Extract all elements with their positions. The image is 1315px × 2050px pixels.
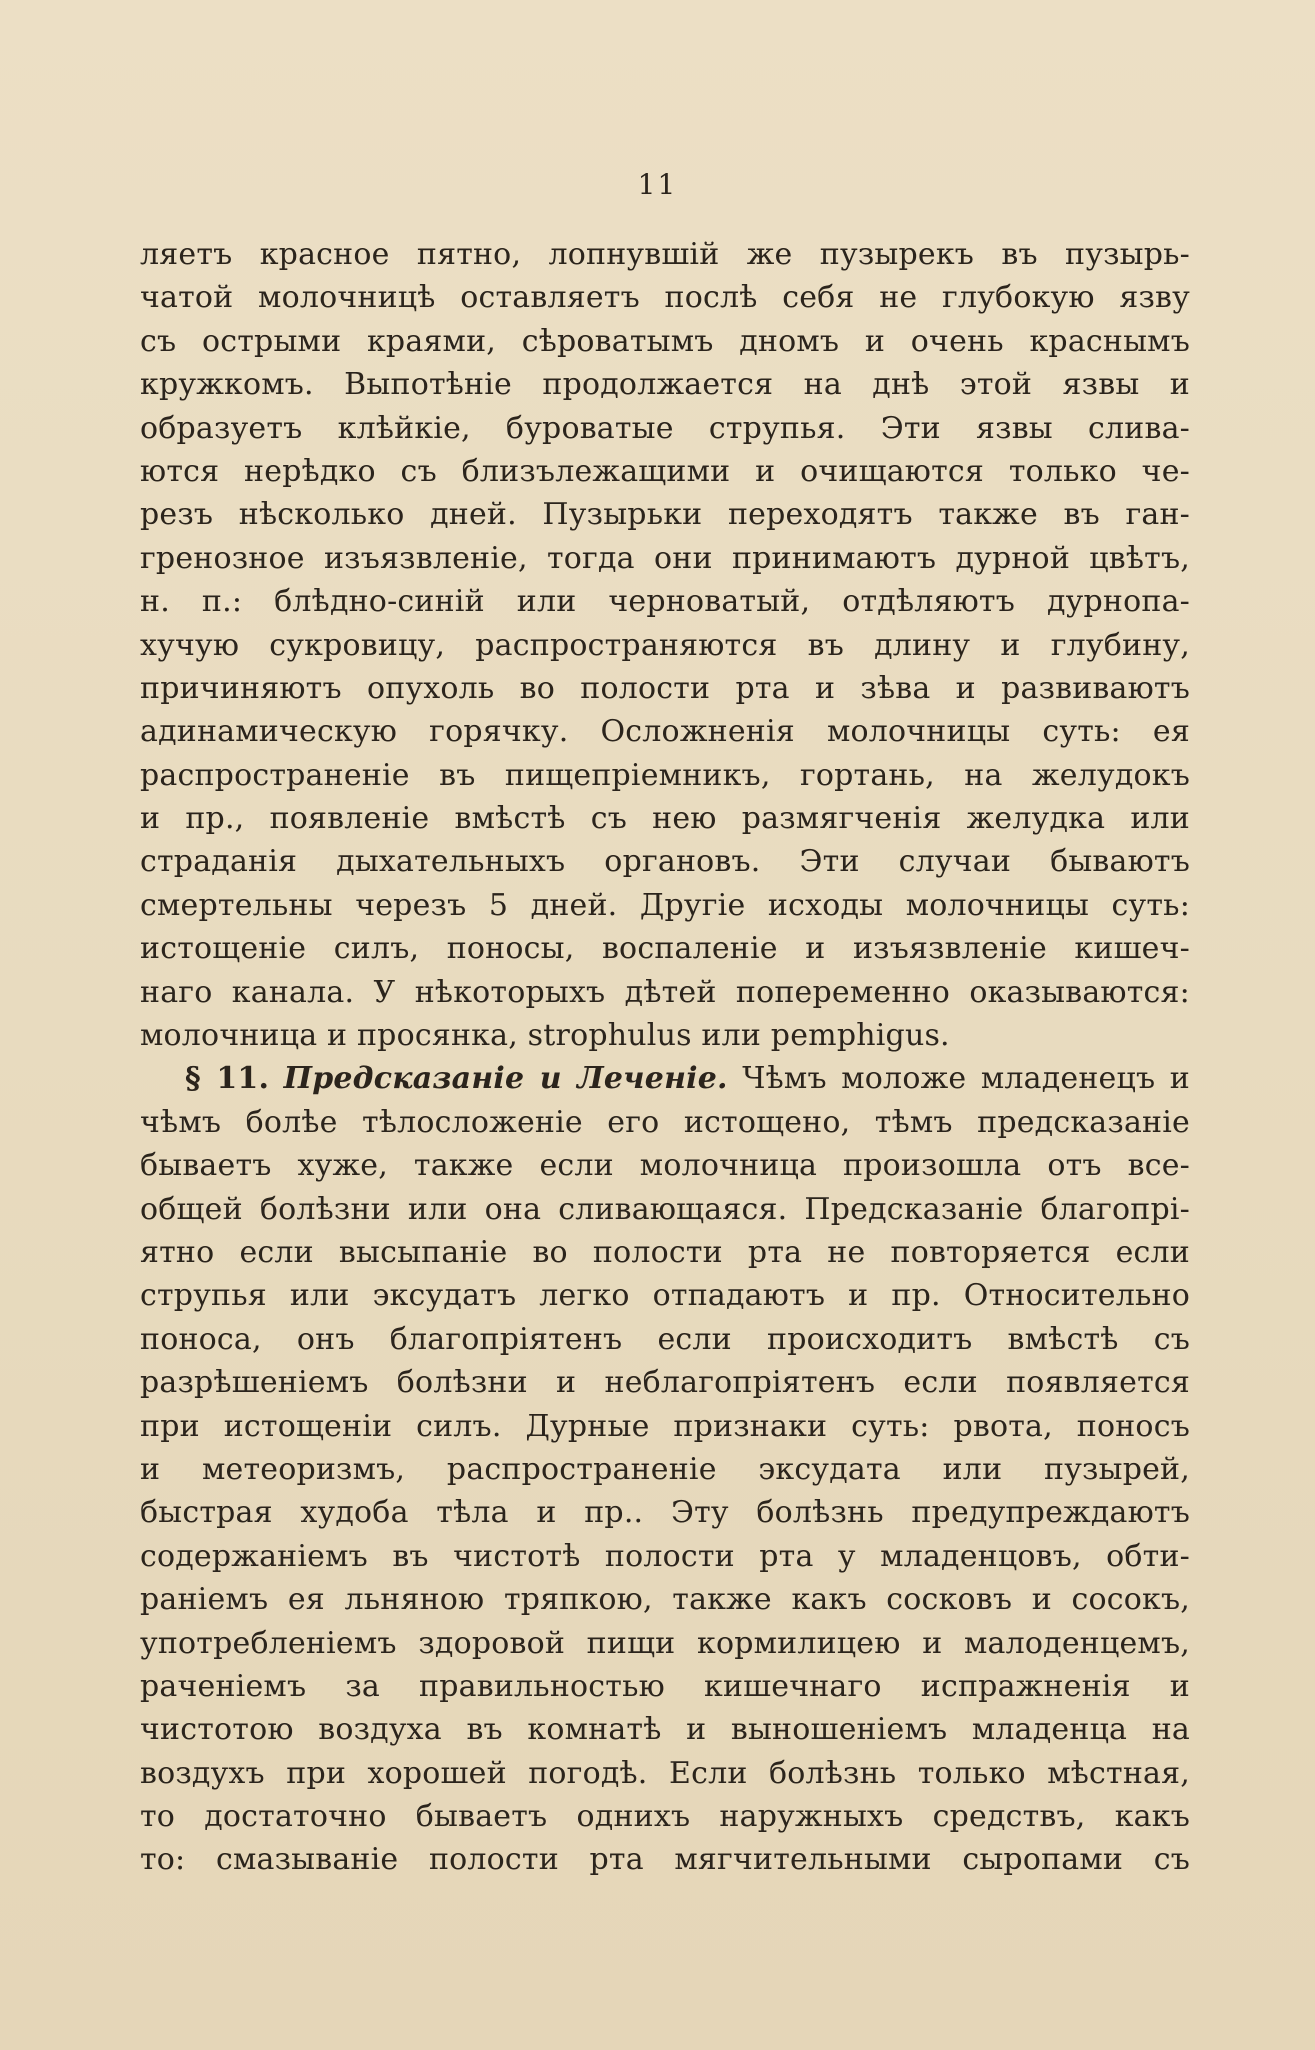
text-line: раченіемъ за правильностью кишечнаго испражненія и: [140, 1668, 1190, 1704]
section-number: § 11.: [185, 1061, 270, 1097]
text-line: адинамическую горячку. Осложненія молочницы суть: ея: [140, 714, 1190, 750]
text-line: то: смазываніе полости рта мягчительными сыропами съ: [140, 1842, 1190, 1878]
text-line: чистотою воздуха въ комнатѣ и выношеніемъ младенца на: [140, 1712, 1190, 1748]
text-line: хучую сукровицу, распространяются въ длину и глубину,: [140, 627, 1190, 663]
text-line: чатой молочницѣ оставляетъ послѣ себя не глубокую язву: [140, 280, 1190, 316]
section-heading-line: [140, 1057, 1190, 1100]
text-line: кружкомъ. Выпотѣніе продолжается на днѣ этой язвы и: [140, 367, 1190, 403]
text-line: истощеніе силъ, поносы, воспаленіе и изъязвленіе кишеч-: [140, 931, 1190, 967]
text-line: струпья или эксудатъ легко отпадаютъ и пр. Относительно: [140, 1278, 1190, 1314]
text-line: причиняютъ опухоль во полости рта и зѣва и развиваютъ: [140, 670, 1190, 706]
page-number: 11: [637, 168, 678, 201]
section-first-line-text: Чѣмъ моложе младенецъ и: [742, 1061, 1190, 1097]
text-line: молочница и просянка, strophulus или pemphigus.: [140, 1018, 950, 1054]
text-line: распространеніе въ пищепріемникъ, гортань, на желудокъ: [140, 757, 1190, 793]
text-line: поноса, онъ благопріятенъ если происходитъ вмѣстѣ съ: [140, 1321, 1190, 1357]
text-line: воздухъ при хорошей погодѣ. Если болѣзнь только мѣстная,: [140, 1755, 1190, 1791]
text-line: раніемъ ея льняною тряпкою, также какъ сосковъ и сосокъ,: [140, 1582, 1190, 1618]
text-line: бываетъ хуже, также если молочница произошла отъ все-: [140, 1148, 1190, 1184]
text-line: общей болѣзни или она сливающаяся. Предсказаніе благопрі-: [140, 1191, 1190, 1227]
text-line: съ острыми краями, сѣроватымъ дномъ и очень краснымъ: [140, 323, 1190, 359]
text-line: смертельны черезъ 5 дней. Другіе исходы молочницы суть:: [140, 887, 1190, 923]
text-line: гренозное изъязвленіе, тогда они принимаютъ дурной цвѣтъ,: [140, 540, 1190, 576]
text-line: употребленіемъ здоровой пищи кормилицею и малоденцемъ,: [140, 1625, 1190, 1661]
text-line: при истощеніи силъ. Дурные признаки суть: рвота, поносъ: [140, 1408, 1190, 1444]
paragraph-2: [140, 1101, 1190, 1882]
text-line: разрѣшеніемъ болѣзни и неблагопріятенъ если появляется: [140, 1365, 1190, 1401]
body-text: [140, 233, 1190, 1882]
text-line: и метеоризмъ, распространеніе эксудата или пузырей,: [140, 1451, 1190, 1487]
section-title: Предсказаніе и Леченіе.: [283, 1061, 728, 1097]
text-line: резъ нѣсколько дней. Пузырьки переходятъ также въ ган-: [140, 497, 1190, 533]
text-line: то достаточно бываетъ однихъ наружныхъ средствъ, какъ: [140, 1799, 1190, 1835]
paragraph-1: [140, 233, 1190, 1057]
text-line: и пр., появленіе вмѣстѣ съ нею размягченія желудка или: [140, 801, 1190, 837]
text-line: содержаніемъ въ чистотѣ полости рта у младенцовъ, обти-: [140, 1538, 1190, 1574]
text-line: чѣмъ болѣе тѣлосложеніе его истощено, тѣмъ предсказаніе: [140, 1104, 1190, 1140]
text-line: наго канала. У нѣкоторыхъ дѣтей попеременно оказываются:: [140, 974, 1190, 1010]
text-line: ляетъ красное пятно, лопнувшій же пузырекъ въ пузырь-: [140, 237, 1190, 272]
text-line: ятно если высыпаніе во полости рта не повторяется если: [140, 1234, 1190, 1270]
text-line: н. п.: блѣдно-синій или черноватый, отдѣляютъ дурнопа-: [140, 584, 1190, 620]
text-line: страданія дыхательныхъ органовъ. Эти случаи бываютъ: [140, 844, 1190, 880]
text-line: ются нерѣдко съ близълежащими и очищаются только че-: [140, 453, 1190, 489]
text-line: быстрая худоба тѣла и пр.. Эту болѣзнь предупреждаютъ: [140, 1495, 1190, 1531]
text-line: образуетъ клѣйкіе, буроватые струпья. Эти язвы слива-: [140, 410, 1190, 446]
